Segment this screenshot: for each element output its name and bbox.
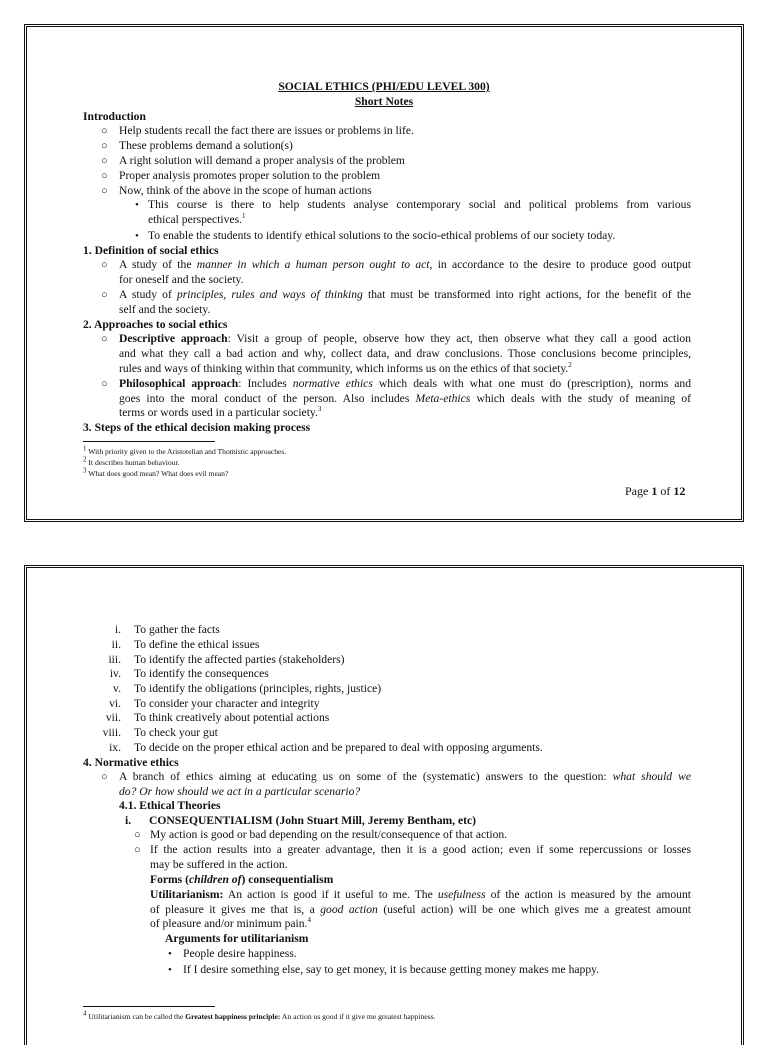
step-number: ix. [109,741,121,754]
hollow-bullet-icon: ○ [101,771,108,783]
step-text: To decide on the proper ethical action and be prepared to deal with opposing arguments. [134,741,543,754]
step-text: To identify the consequences [134,667,269,680]
intro-item: These problems demand a solution(s) [119,139,293,152]
step-text: To consider your character and integrity [134,697,320,710]
section-3-heading: 3. Steps of the ethical decision making process [83,421,311,434]
footnote-ref: 3 [317,405,322,414]
approach-line: rules and ways of thinking within that community, which informs us on the ethics of that society.$^2$ [119,361,572,375]
section-1-heading: 1. Definition of social ethics [83,244,219,257]
filled-bullet-icon: • [135,199,139,211]
hollow-bullet-icon: ○ [101,378,108,390]
step-number: iv. [109,667,121,680]
intro-subitem-line: To enable the students to identify ethical solutions to the socio-ethical problems of our society today. [148,229,616,242]
definition-line: A study of the manner in which a human person ought to act, in accordance to the desire to produce good output [119,258,692,271]
intro-item: A right solution will demand a proper analysis of the problem [119,154,405,167]
definition-line: for oneself and the society. [119,273,244,286]
footnote: $^1$ With priority given to the Aristotelian and Thomistic approaches. [83,444,287,456]
approach-line: Philosophical approach: Includes normative ethics which deals with what one must do (prescription), norms and [119,377,692,390]
footnote-separator [83,1006,215,1007]
utilitarianism-line: of pleasure it gives me that is, a good action (useful action) will be one which gives me a greatest amount [150,903,691,916]
consequentialism-heading: CONSEQUENTIALISM (John Stuart Mill, Jeremy Bentham, etc) [149,814,476,827]
consequentialism-point: My action is good or bad depending on the result/consequence of that action. [150,828,508,841]
theory-number: i. [125,814,132,827]
intro-subitem-line: ethical perspectives.$^1$ [148,212,246,226]
argument-item: If I desire something else, say to get money, it is because getting money makes me happy. [183,963,600,976]
step-number: i. [114,623,121,636]
step-number: vii. [105,711,121,724]
hollow-bullet-icon: ○ [101,155,108,167]
approach-line: terms or words used in a particular society.$^3$ [119,405,322,419]
ethical-theories-heading: 4.1. Ethical Theories [119,799,221,812]
approach-line: and what they call a bad action and why, collect data, and draw conclusions. Those conclusions become principles, [119,347,691,360]
step-number: vi. [109,697,121,710]
approach-line: goes into the moral conduct of the person. Also includes Meta-ethics which deals with the study of meaning of [119,392,691,405]
hollow-bullet-icon: ○ [101,185,108,197]
footnote-separator [83,441,215,442]
step-text: To identify the affected parties (stakeholders) [134,653,345,666]
hollow-bullet-icon: ○ [101,170,108,182]
intro-subitem-line: This course is there to help students analyse contemporary social and political problems from various [148,198,691,211]
section-4-heading: 4. Normative ethics [83,756,179,769]
footnote-ref: 4 [307,916,311,925]
section-2-heading: 2. Approaches to social ethics [83,318,228,331]
argument-item: People desire happiness. [183,947,297,960]
definition-line: self and the society. [119,303,211,316]
step-number: v. [113,682,121,695]
consequentialism-point: If the action results into a greater advantage, then it is a good action; even if some repercussions or losses [150,843,691,856]
hollow-bullet-icon: ○ [134,844,141,856]
hollow-bullet-icon: ○ [101,289,108,301]
consequentialism-point: may be suffered in the action. [150,858,288,871]
page-number: Page 1 of 12 [625,484,686,498]
document-page-2 [24,565,744,1045]
intro-item: Proper analysis promotes proper solution to the problem [119,169,381,182]
hollow-bullet-icon: ○ [101,125,108,137]
arguments-heading: Arguments for utilitarianism [165,932,309,945]
filled-bullet-icon: • [135,230,139,242]
step-text: To check your gut [134,726,218,739]
document-page-1 [24,24,744,522]
footnote: $^4$ Utilitarianism can be called the Greatest happiness principle: An action us good if it give me greatest happiness. [83,1009,436,1021]
utilitarianism-line: Utilitarianism: An action is good if it useful to me. The usefulness of the action is measured by the amount [150,888,691,901]
forms-heading: Forms (children of) consequentialism [150,873,334,886]
footnote: $^3$ What does good mean? What does evil mean? [83,466,229,478]
utilitarianism-line: of pleasure and/or minimum pain.$^4$ [150,916,311,930]
hollow-bullet-icon: ○ [101,140,108,152]
intro-item: Help students recall the fact there are issues or problems in life. [119,124,414,137]
filled-bullet-icon: • [168,948,172,960]
introduction-heading: Introduction [83,110,146,123]
step-text: To gather the facts [134,623,220,636]
step-text: To define the ethical issues [134,638,260,651]
document-subtitle: Short Notes [354,95,414,108]
hollow-bullet-icon: ○ [134,829,141,841]
footnote: $^2$ It describes human behaviour. [83,455,180,467]
step-number: viii. [102,726,121,739]
normative-line: A branch of ethics aiming at educating us on some of the (systematic) answers to the question: what should we [119,770,691,783]
footnote-ref: 1 [242,212,246,221]
hollow-bullet-icon: ○ [101,333,108,345]
intro-item: Now, think of the above in the scope of human actions [119,184,372,197]
document-title: SOCIAL ETHICS (PHI/EDU LEVEL 300) [278,80,490,93]
step-text: To identify the obligations (principles, rights, justice) [134,682,382,695]
normative-line: do? Or how should we act in a particular scenario? [119,785,361,798]
step-number: ii. [111,638,121,651]
step-number: iii. [108,653,121,666]
step-text: To think creatively about potential actions [134,711,330,724]
approach-line: Descriptive approach: Visit a group of people, observe how they act, then observe what they call a good action [119,332,692,345]
hollow-bullet-icon: ○ [101,259,108,271]
filled-bullet-icon: • [168,964,172,976]
definition-line: A study of principles, rules and ways of thinking that must be transformed into right actions, for the benefit of the [119,288,691,301]
footnote-ref: 2 [568,361,572,370]
